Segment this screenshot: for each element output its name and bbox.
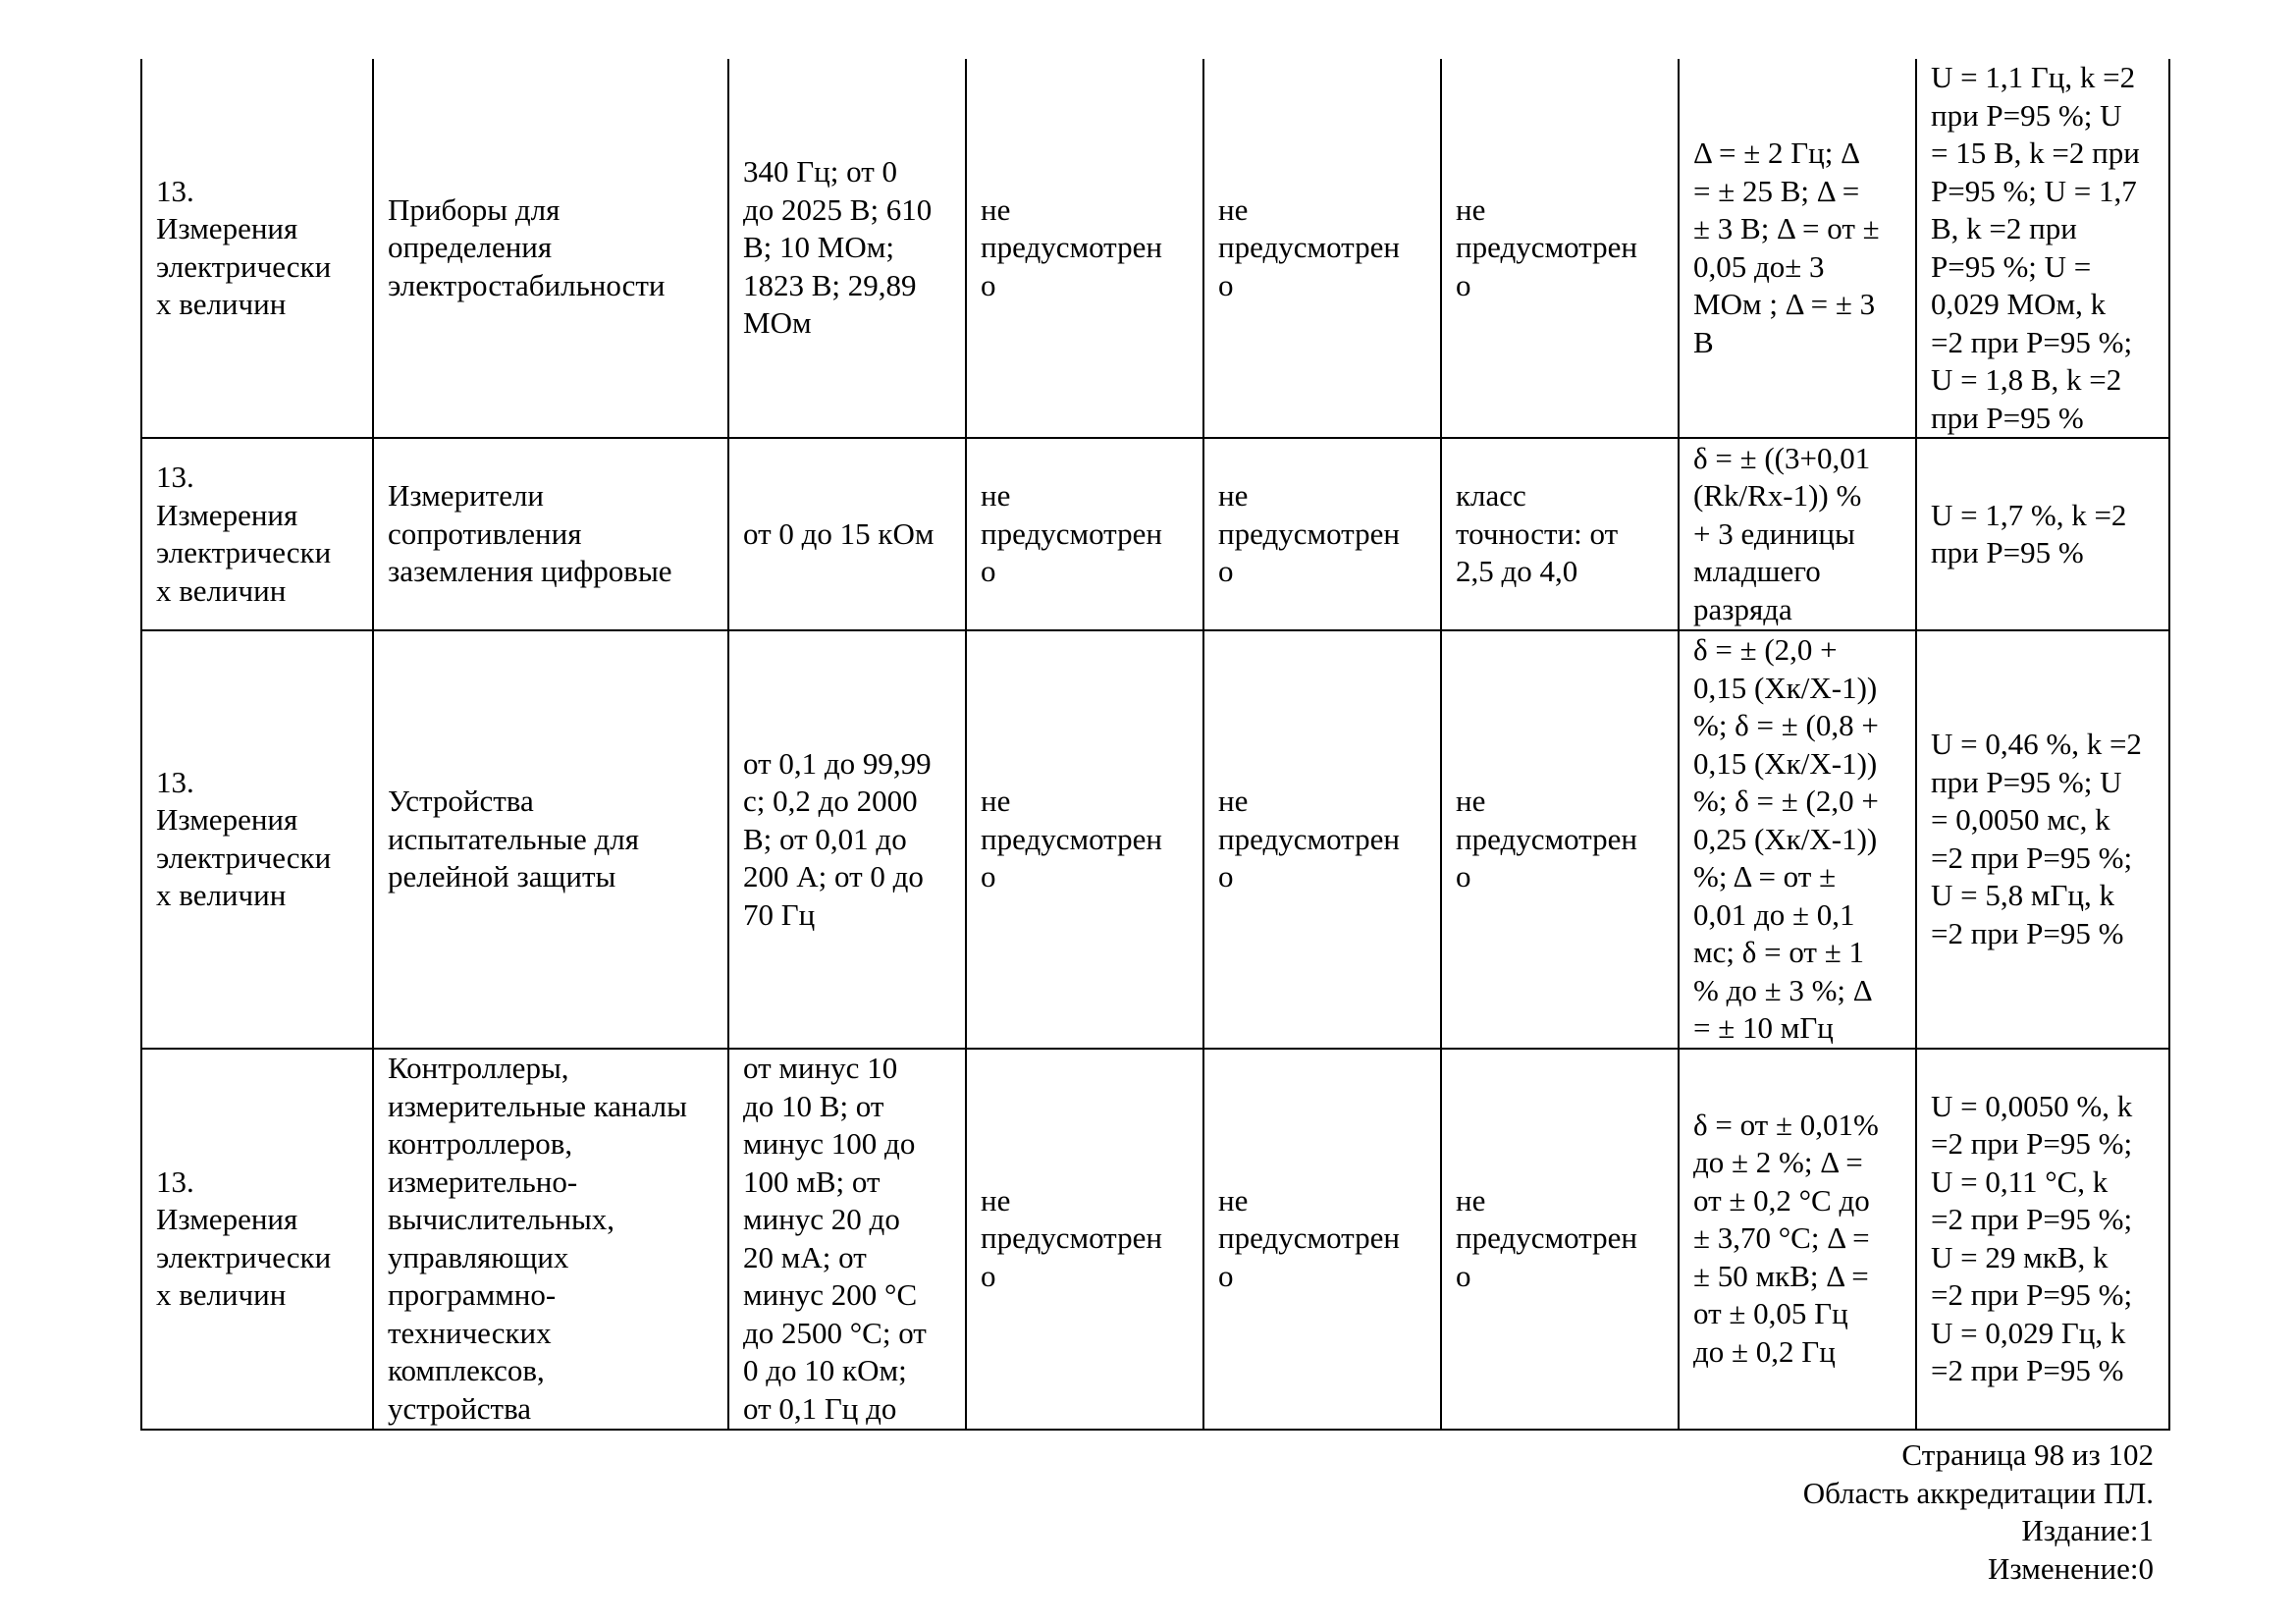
error-cell: δ = ± (2,0 + 0,15 (Хк/Х-1)) %; δ = ± (0,8 + 0,15 (Хк/Х-1)) %; δ = ± (2,0 + 0,25 (Хк/Х-1)) %; Δ = от ± 0,01 до ± 0,1 мс; δ = от ± 1 % до ± 3 %; Δ = ± 10 мГц: [1679, 630, 1916, 1049]
accuracy-class-cell: не предусмотрен о: [1441, 1049, 1679, 1430]
accuracy-class-cell: класс точности: от 2,5 до 4,0: [1441, 438, 1679, 630]
table-row: [141, 438, 2169, 630]
column-5-cell: не предусмотрен о: [1203, 438, 1441, 630]
table-row: [141, 1049, 2169, 1430]
category-cell: 13. Измерения электрически х величин: [141, 1049, 373, 1430]
error-cell: δ = ± ((3+0,01 (Rk/Rx-1)) % + 3 единицы младшего разряда: [1679, 438, 1916, 630]
error-cell: Δ = ± 2 Гц; Δ = ± 25 В; Δ = ± 3 В; Δ = от ± 0,05 до± 3 МОм ; Δ = ± 3 В: [1679, 59, 1916, 438]
column-4-cell: не предусмотрен о: [966, 1049, 1203, 1430]
accuracy-class-cell: не предусмотрен о: [1441, 630, 1679, 1049]
range-cell: от минус 10 до 10 В; от минус 100 до 100 мВ; от минус 20 до 20 мА; от минус 200 °С до 2500 °С; от 0 до 10 кОм; от 0,1 Гц до: [728, 1049, 966, 1430]
accreditation-scope-table: [140, 59, 2170, 1431]
instrument-cell: Приборы для определения электростабильности: [373, 59, 728, 438]
column-4-cell: не предусмотрен о: [966, 630, 1203, 1049]
table-row: [141, 630, 2169, 1049]
uncertainty-cell: U = 0,46 %, k =2 при Р=95 %; U = 0,0050 мс, k =2 при Р=95 %; U = 5,8 мГц, k =2 при Р=95 %: [1916, 630, 2169, 1049]
category-cell: 13. Измерения электрически х величин: [141, 438, 373, 630]
category-cell: 13. Измерения электрически х величин: [141, 59, 373, 438]
accuracy-class-cell: не предусмотрен о: [1441, 59, 1679, 438]
instrument-cell: Устройства испытательные для релейной защиты: [373, 630, 728, 1049]
uncertainty-cell: U = 1,7 %, k =2 при Р=95 %: [1916, 438, 2169, 630]
table-row: [141, 59, 2169, 438]
column-4-cell: не предусмотрен о: [966, 438, 1203, 630]
accreditation-scope-label: Область аккредитации ПЛ.: [1802, 1475, 2154, 1510]
column-5-cell: не предусмотрен о: [1203, 59, 1441, 438]
change-label: Изменение:0: [1988, 1550, 2154, 1586]
instrument-cell: Контроллеры, измерительные каналы контроллеров, измерительно- вычислительных, управляющих программно- технических комплексов, устройства: [373, 1049, 728, 1430]
range-cell: от 0,1 до 99,99 с; 0,2 до 2000 В; от 0,01 до 200 А; от 0 до 70 Гц: [728, 630, 966, 1049]
category-cell: 13. Измерения электрически х величин: [141, 630, 373, 1049]
page-number: Страница 98 из 102: [1901, 1437, 2154, 1472]
edition-label: Издание:1: [2021, 1513, 2154, 1547]
range-cell: 340 Гц; от 0 до 2025 В; 610 В; 10 МОм; 1823 В; 29,89 МОм: [728, 59, 966, 438]
uncertainty-cell: U = 1,1 Гц, k =2 при Р=95 %; U = 15 В, k =2 при Р=95 %; U = 1,7 В, k =2 при Р=95 %; U = 0,029 МОм, k =2 при Р=95 %; U = 1,8 В, k =2 при Р=95 %: [1916, 59, 2169, 438]
column-4-cell: не предусмотрен о: [966, 59, 1203, 438]
range-cell: от 0 до 15 кОм: [728, 438, 966, 630]
uncertainty-cell: U = 0,0050 %, k =2 при Р=95 %; U = 0,11 °С, k =2 при Р=95 %; U = 29 мкВ, k =2 при Р=95 %; U = 0,029 Гц, k =2 при Р=95 %: [1916, 1049, 2169, 1430]
column-5-cell: не предусмотрен о: [1203, 1049, 1441, 1430]
error-cell: δ = от ± 0,01% до ± 2 %; Δ = от ± 0,2 °С до ± 3,70 °С; Δ = ± 50 мкВ; Δ = от ± 0,05 Гц до ± 0,2 Гц: [1679, 1049, 1916, 1430]
instrument-cell: Измерители сопротивления заземления цифровые: [373, 438, 728, 630]
page-footer: [1467, 1436, 2154, 1588]
column-5-cell: не предусмотрен о: [1203, 630, 1441, 1049]
